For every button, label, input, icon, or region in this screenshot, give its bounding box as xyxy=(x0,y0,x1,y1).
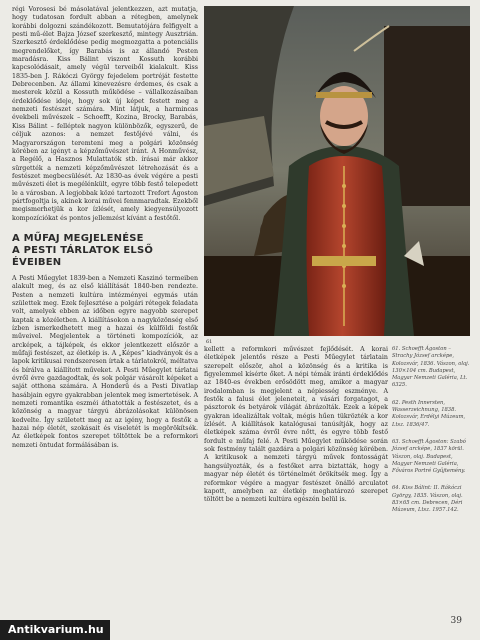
watermark-logo: Antikvarium.hu xyxy=(0,620,110,640)
painting-number: 61 xyxy=(206,339,213,345)
page-number: 39 xyxy=(450,616,462,626)
body-paragraph-middle: kellett a reformkori művészet fejlődését. A korai életképek jelentős része a Pesti Műegylet tárlatain szerepelt először, ahol a közönség és a kritika is figyelemmel kísérte őket. A népi témák iránti érdeklődés az 1840-es években erősödött meg, amikor a magyar irodalomban is megjelent a népiesség eszménye. A festők a falusi élet jeleneteit, a vásári forgatagot, a pásztorok és betyárok világát ábrázolták. Ezek a képek gyakran idealizáltak voltak, mégis hűen tükrözték a kor ízlését. A kiállítások katalógusai tanúsítják, hogy az életképek száma évről évre nőtt, és egyre több festő fordult e műfaj felé. A Pesti Műegylet működése során sok festmény talált gazdára a polgári közönség körében. A kritikusok a nemzeti tárgyú művek fontosságát hangsúlyozták, és a festőket arra biztatták, hogy a magyar nép életét és történelmét örökítsék meg. Így a reformkor végére a magyar festészet önálló arculatot kapott, amelyben az életkép meghatározó szerepet töltött be a nemzeti kultúra egészén belül is. xyxy=(204,346,388,504)
middle-text-column xyxy=(204,346,388,505)
caption-item: 61. Schoefft Ágoston – Strachy József arcképe, Kolozsvár, 1836. Vászon, olaj. 130×104 cm. Budapest, Magyar Nemzeti Galéria, Lt. 6325. xyxy=(392,346,470,389)
caption-item: 64. Kiss Bálint: II. Rákóczi György, 1835. Vászon, olaj. 83×65 cm. Debrecen, Déri Múzeum, Ltsz. 1957.142. xyxy=(392,485,463,514)
left-text-column xyxy=(12,6,198,450)
section-heading xyxy=(12,233,198,269)
section-heading-line-2: A PESTI TÁRLATOK ELSŐ ÉVEIBEN xyxy=(12,244,154,268)
body-paragraph-bottom: A Pesti Műegylet 1839-ben a Nemzeti Kaszinó termeiben alakult meg, és az első kiállítását 1840-ben rendezte. Pesten a nemzeti kultúra intézményei egymás után születtek meg. Ezek fejlesztése a polgári rétegek feladata volt, amelyek ebben az időben egyre nagyobb szerepet kaptak a közéletben. A kiállításokon a nagyközönség első ízben ismerkedhetett meg a hazai és külföldi festők műveivel. Megjelentek a történeti kompozíciók, az arcképek, a tájképek, és ekkor jelentkezett először a műfaji festészet, az életkép is. A „Képes” kiadványok és a lapok kritikusai rendszeresen írtak a tárlatokról, méltatva és bírálva a kiállított műveket. A Pesti Műegylet tárlatai évről évre gazdagodtak, és sok polgár vásárolt képeket a saját otthona számára. A Honderű és a Pesti Divatlap hasábjain egyre gyakrabban jelentek meg ismertetések. A nemzeti romantika eszméi áthatották a festészetet, és a közönség a magyar tárgyú ábrázolásokat különösen kedvelte. Így született meg az az igény, hogy a festők a hazai nép életét, szokásait és viseletét is megörökítsék. Az életképek fontos szerepet töltöttek be a reformkori nemzeti öntudat formálásában is. xyxy=(12,274,198,449)
caption-item: 62. Pesth Innersten, Wasserzeichnung, 1838. Kolozsvár, Erdélyi Múzeum, Ltsz. 1836/47. xyxy=(392,399,466,428)
section-heading-line-1: A MŰFAJ MEGJELENÉSE xyxy=(12,232,144,244)
caption-item: 63. Schoefft Ágoston: Szabó József arcképe, 1837 körül. Vászon, olaj. Budapest, Magyar Nemzeti Galéria, Főváros Portré Gyűjtemény. xyxy=(392,438,466,475)
portrait-painting-image xyxy=(204,6,470,336)
portrait-painting xyxy=(204,6,470,336)
body-paragraph-top: régi Vorosesi bé másolatával jelentkezzen, azt mutatja, hogy tudatosan fordult abban a rétegben, amelynek korábbi dolgozni szándékozott. Bemutatójára felfigyelt a pesti mű-élet Bajza József szerkesztő, mintegy Ausztrián. Szerkesztő érdeklődése pedig megmozgatta a potenciális megrendelőket, így Barabás is az állandó Pesten maradásra. Kiss Bálint viszont Kossuth korábbi kapcsolódásait, amely végül terveiből kialakult. Kiss 1835-ben J. Rákóczi György fejedelem portréját festette Debrecenben. Az állami kinevezésre érdemes, és csak a mesterek közül a Kossuth működése – vállalkozásaiban érdeklődése ideje, hogy sok új képet festett meg a nemzeti festészet számára. Mint látjuk, a harmincas évekbeli művészek – Schoefft, Kozina, Brocky, Barabás, Kiss Bálint – felléptek nagyon különbözők, egyszerű, de céljuk azonos: a nemzet festőjévé válni, és Magyarországon teremteni meg a polgári közönség körében az igényt a képzőművészet iránt. A Honművész, a Regélő, a Hasznos Mulattatók stb. írásai már akkor sürgették a nemzeti képzőművészet létrehozását és a festészet megbecsülését. Az 1830-as évek végére a pesti művészeti élet is megélénkült, egyre több festő telepedett le a városban. A legjobbak közé tartozott Trefort Ágoston pártfogoltja is, akinek korai művei fennmaradtak. Ezekből megismerhetjük a kor ízlését, amely kiegyensúlyozott kompozíciókat és pontos jellemzést kívánt a festőtől. xyxy=(12,6,198,222)
captions-column xyxy=(392,346,472,525)
